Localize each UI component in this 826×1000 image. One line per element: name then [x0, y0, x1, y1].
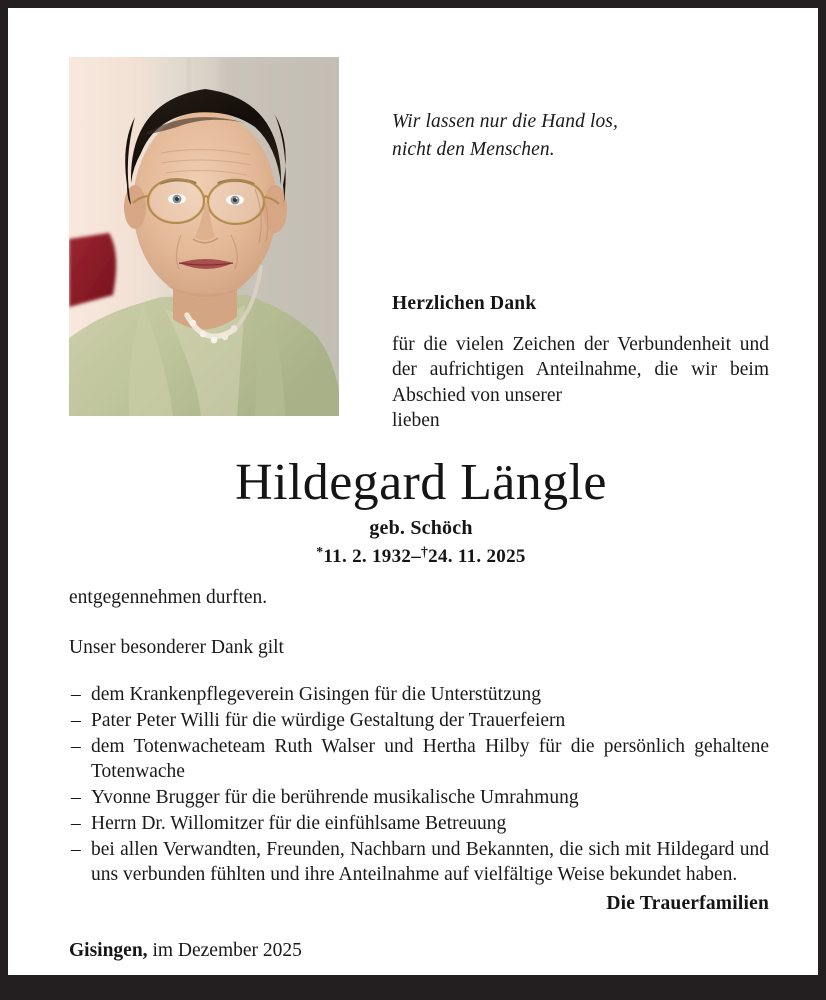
- page-title: Hildegard Längle: [235, 454, 607, 511]
- place-name: Gisingen,: [69, 940, 148, 961]
- dash-marker: –: [71, 735, 81, 757]
- deceased-name-block: [16, 456, 826, 568]
- list-item: [69, 735, 769, 785]
- obituary-page: [8, 8, 818, 975]
- special-thanks-intro: Unser besonderer Dank gilt: [69, 636, 284, 658]
- list-item-text: Yvonne Brugger für die berührende musikalische Umrahmung: [91, 786, 579, 808]
- thanks-heading: Herzlichen Dank: [392, 293, 537, 314]
- dash-marker: –: [71, 683, 81, 705]
- birth-star-symbol: *: [316, 543, 324, 559]
- list-item-text: Pater Peter Willi für die würdige Gestaltung der Trauerfeiern: [91, 709, 566, 731]
- dash-marker: –: [71, 786, 81, 808]
- list-item-text: Herrn Dr. Willomitzer für die einfühlsame Betreuung: [91, 812, 507, 834]
- birth-date: 11. 2. 1932: [323, 545, 412, 567]
- thanks-recipients-list: [69, 683, 769, 888]
- sentence-continuation: entgegennehmen durften.: [69, 587, 268, 608]
- notice-date: im Dezember 2025: [152, 940, 302, 961]
- dash-marker: –: [71, 709, 81, 731]
- life-dates: [16, 544, 826, 568]
- quote-line-1: Wir lassen nur die Hand los,: [392, 111, 618, 132]
- family-signature: Die Trauerfamilien: [606, 893, 769, 914]
- acknowledgement-body: [69, 586, 769, 889]
- list-item-text: dem Totenwacheteam Ruth Walser und Hertha Hilby für die persönlich gehaltene Totenwache: [91, 735, 769, 782]
- thanks-paragraph-lastword: lieben: [392, 410, 440, 432]
- list-item-text: dem Krankenpflegeverein Gisingen für die Unterstützung: [91, 683, 541, 705]
- portrait-photo-image: [69, 57, 339, 416]
- list-item: [69, 683, 769, 708]
- death-date: 24. 11. 2025: [428, 545, 526, 567]
- list-item-text: bei allen Verwandten, Freunden, Nachbarn und Bekannten, die sich mit Hildegard und uns verbunden fühlten und ihre Anteilnahme auf vielfältige Weise bekundet haben.: [91, 838, 769, 885]
- quote-line-2: nicht den Menschen.: [392, 138, 555, 160]
- memorial-quote: [392, 108, 772, 163]
- maiden-name: geb. Schöch: [369, 516, 473, 539]
- dash-marker: –: [71, 812, 81, 834]
- date-separator: –: [411, 545, 421, 567]
- list-item: [69, 786, 769, 811]
- list-item: [69, 838, 769, 888]
- portrait-photo: [69, 57, 339, 416]
- list-item: [69, 812, 769, 837]
- death-cross-symbol: †: [421, 543, 429, 559]
- dash-marker: –: [71, 838, 81, 860]
- thanks-paragraph: [392, 332, 769, 433]
- thanks-paragraph-text: für die vielen Zeichen der Verbundenheit und der aufrichtigen Anteilnahme, die wir beim Abschied von unserer: [392, 334, 769, 406]
- place-and-date: [69, 940, 769, 962]
- list-item: [69, 709, 769, 734]
